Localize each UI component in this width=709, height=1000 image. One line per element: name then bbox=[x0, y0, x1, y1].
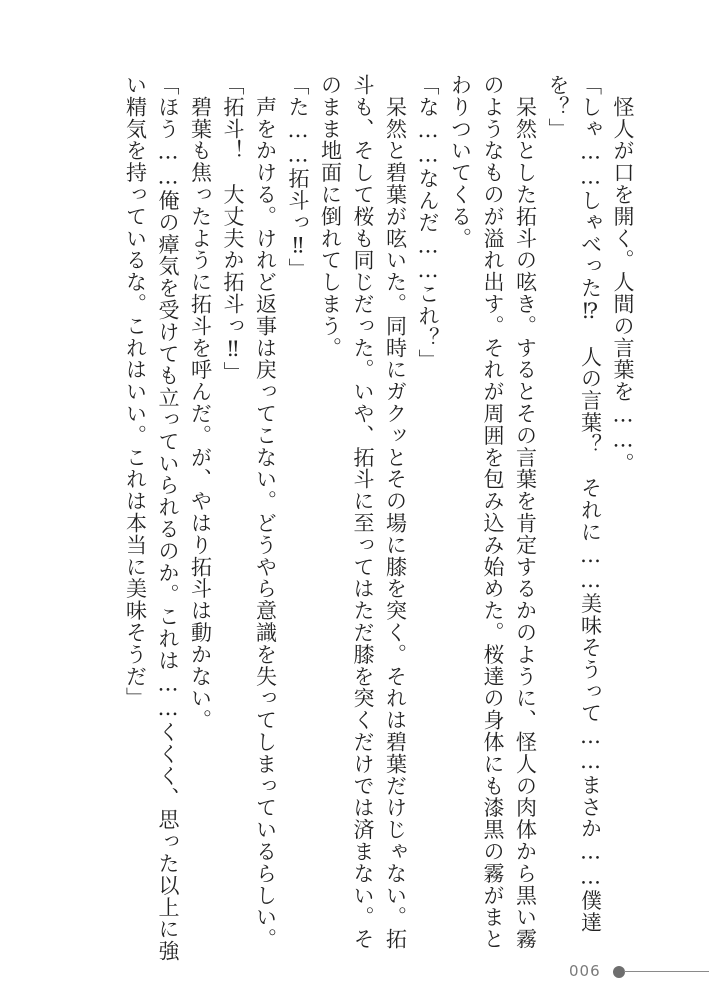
text-line: のようなものが溢れ出す。それが周囲を包み込み始めた。桜達の身体にも漆黒の霧がまと bbox=[481, 74, 505, 950]
text-line: 碧葉も焦ったように拓斗を呼んだ。が、やはり拓斗は動かない。 bbox=[188, 74, 213, 731]
text-line: い精気を持っているな。これはいい。これは本当に美味そうだ」 bbox=[123, 74, 148, 710]
text-line: 「拓斗！ 大丈夫か拓斗っ‼」 bbox=[221, 74, 245, 384]
text-line: を？」 bbox=[546, 74, 570, 140]
page-footer bbox=[569, 962, 709, 984]
text-line: 「た……拓斗っ‼」 bbox=[286, 74, 310, 281]
page-marker-rule bbox=[624, 971, 709, 972]
text-line: 呆然とした拓斗の呟き。するとその言葉を肯定するかのように、怪人の肉体から黒い霧 bbox=[513, 74, 538, 950]
text-line: 声をかける。けれど返事は戻ってこない。どうやら意識を失ってしまっているらしい。 bbox=[253, 74, 278, 950]
text-line: 斗も、そして桜も同じだった。いや、拓斗に至ってはただ膝を突くだけでは済まない。そ bbox=[351, 74, 375, 950]
text-line: 「な……なんだ……これ？」 bbox=[416, 74, 440, 371]
text-line: わりついてくる。 bbox=[448, 74, 473, 250]
vertical-text-body bbox=[119, 74, 639, 962]
text-line: のまま地面に倒れてしまう。 bbox=[318, 74, 343, 359]
text-line: 「ほう……俺の瘴気を受けても立っていられるのか。これは……くくく、思った以上に強 bbox=[156, 74, 180, 962]
page-marker-dot-icon bbox=[613, 966, 625, 978]
text-line: 怪人が口を開く。人間の言葉を……。 bbox=[611, 74, 635, 475]
text-line: 「しゃ……しゃべった⁉ 人の言葉？ それに……美味そうって……まさか……僕達 bbox=[578, 74, 603, 934]
text-line: 呆然と碧葉が呟いた。同時にガクッとその場に膝を突く。それは碧葉だけじゃない。拓 bbox=[383, 74, 408, 950]
page-number: 006 bbox=[569, 962, 601, 980]
